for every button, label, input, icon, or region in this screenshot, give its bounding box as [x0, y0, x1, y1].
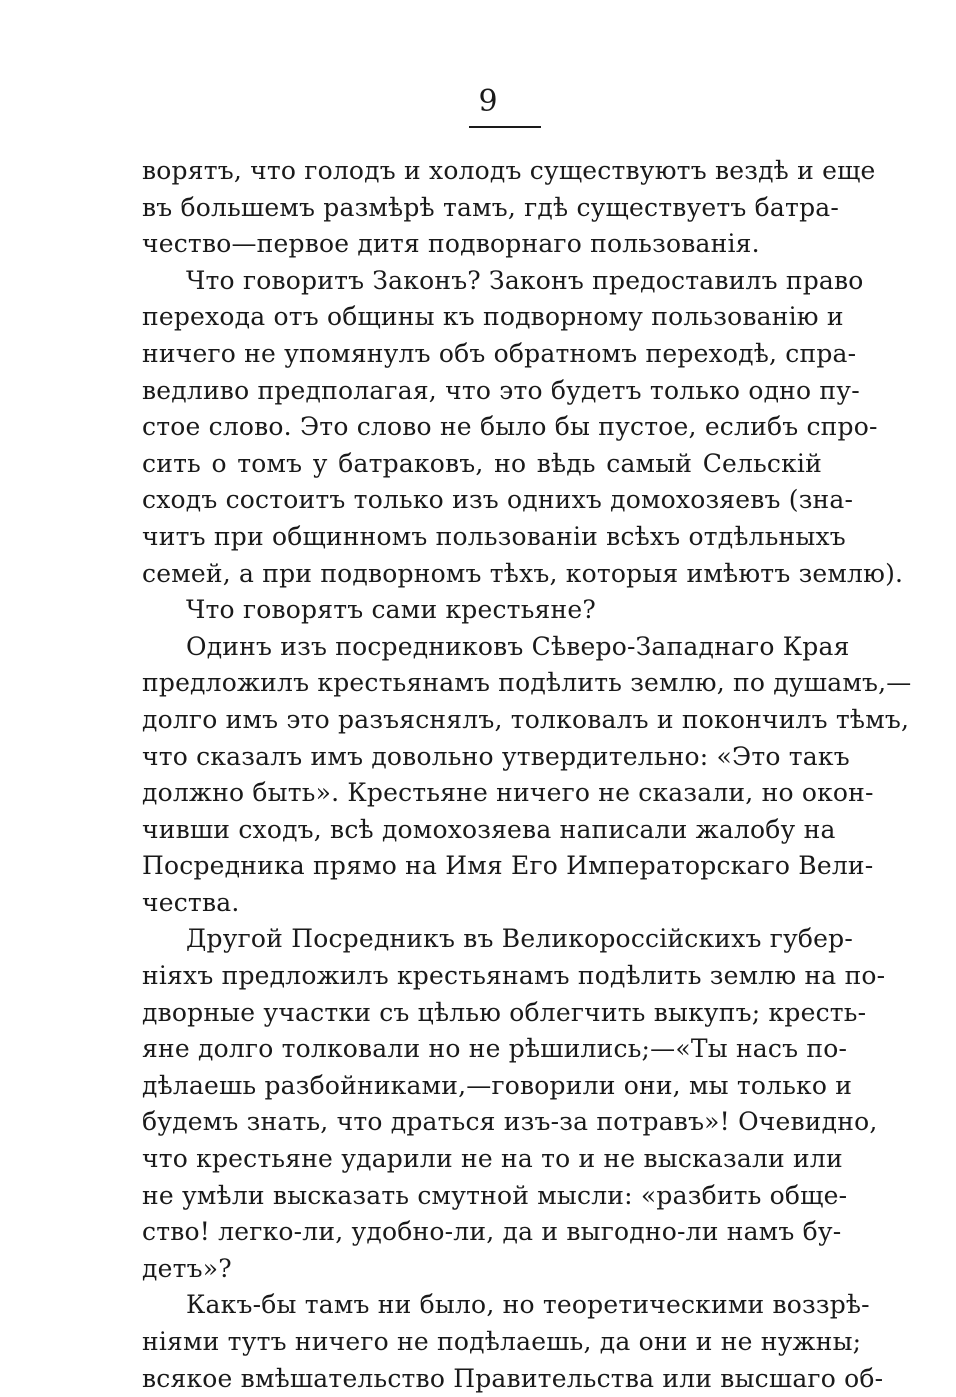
paragraph [142, 1287, 884, 1397]
text-line: будемъ знать, что драться изъ-за потравъ»! Очевидно, [142, 1107, 878, 1137]
text-line: Какъ-бы тамъ ни было, но теоретическими воззрѣ- [186, 1290, 870, 1320]
text-line: детъ»? [142, 1253, 232, 1283]
text-line: что сказалъ имъ довольно утвердительно: «Это такъ [142, 741, 850, 771]
text-line: чество—первое дитя подворнаго пользованія. [142, 229, 760, 259]
text-line: Что говорятъ сами крестьяне? [186, 595, 596, 625]
page-number-rule [469, 126, 541, 128]
text-line: чества. [142, 887, 240, 917]
text-line: стое слово. Это слово не было бы пустое, еслибъ спро- [142, 412, 878, 442]
page-number: 9 [478, 84, 498, 119]
text-line: Что говоритъ Законъ? Законъ предоставилъ право [186, 265, 864, 295]
text-line: ство! легко-ли, удобно-ли, да и выгодно-ли намъ бу- [142, 1217, 842, 1247]
body-text [142, 153, 912, 1397]
paragraph [142, 629, 912, 922]
text-line: ніяхъ предложилъ крестьянамъ подѣлить землю на по- [142, 961, 886, 991]
paragraph [142, 263, 904, 592]
text-line: Посредника прямо на Имя Его Императорскаго Вели- [142, 851, 874, 881]
text-line: яне долго толковали но не рѣшились;—«Ты насъ по- [142, 1034, 848, 1064]
text-line: читъ при общинномъ пользованіи всѣхъ отдѣльныхъ [142, 521, 846, 551]
text-line: предложилъ крестьянамъ подѣлить землю, по душамъ,— [142, 668, 912, 698]
text-line: ничего не упомянулъ объ обратномъ переходѣ, спра- [142, 338, 857, 368]
text-line: дѣлаешь разбойниками,—говорили они, мы только и [142, 1070, 853, 1100]
text-line: не умѣли высказать смутной мысли: «разбить обще- [142, 1180, 848, 1210]
text-line: сить о томъ у батраковъ, но вѣдь самый Сельскій [142, 448, 822, 478]
paragraph [142, 921, 886, 1287]
text-line: перехода отъ общины къ подворному пользованію и [142, 302, 844, 332]
text-line: Другой Посредникъ въ Великороссійскихъ губер- [186, 924, 854, 954]
text-line: всякое вмѣшательство Правительства или высшаго об- [142, 1363, 884, 1393]
text-line: долго имъ это разъяснялъ, толковалъ и покончилъ тѣмъ, [142, 704, 910, 734]
text-line: ведливо предполагая, что это будетъ только одно пу- [142, 375, 860, 405]
text-line: что крестьяне ударили не на то и не высказали или [142, 1144, 843, 1174]
paragraph [142, 592, 822, 629]
paragraph [142, 153, 876, 263]
text-line: ворятъ, что голодъ и холодъ существуютъ вездѣ и еще [142, 156, 876, 185]
text-line: дворные участки съ цѣлью облегчить выкупъ; кресть- [142, 997, 867, 1027]
text-line: сходъ состоитъ только изъ однихъ домохозяевъ (зна- [142, 485, 854, 515]
text-line: въ большемъ размѣрѣ тамъ, гдѣ существуетъ батра- [142, 192, 840, 222]
text-line: Одинъ изъ посредниковъ Сѣверо-Западнаго Края [186, 631, 850, 661]
text-line: чивши сходъ, всѣ домохозяева написали жалобу на [142, 814, 836, 844]
text-line: должно быть». Крестьяне ничего не сказали, но окон- [142, 778, 874, 808]
text-line: семей, а при подворномъ тѣхъ, которыя имѣютъ землю). [142, 558, 904, 588]
text-line: ніями тутъ ничего не подѣлаешь, да они и не нужны; [142, 1327, 862, 1356]
